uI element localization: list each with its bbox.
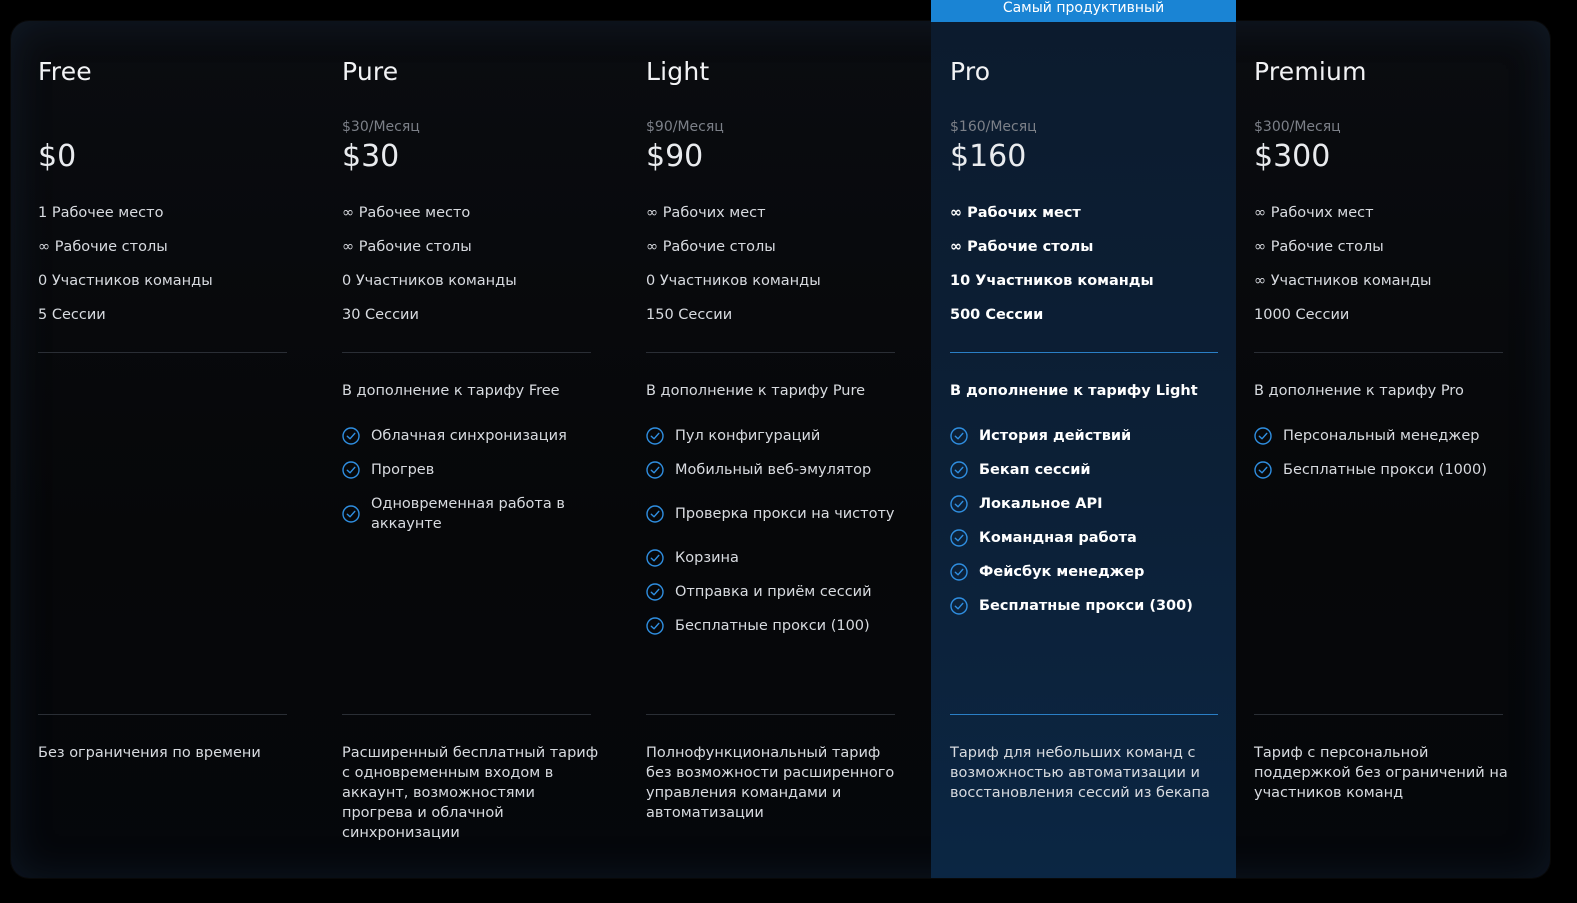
limit-item: 5 Сессии [38,307,106,323]
feature-item [950,521,1228,555]
plan-price: $160 [950,139,1027,174]
feature-label: Бесплатные прокси (100) [675,618,870,634]
plan-per-month: $90/Месяц [646,119,724,135]
feature-item [950,487,1228,521]
plan-name: Pro [950,57,991,86]
check-circle-icon [950,461,968,479]
plan-price: $30 [342,139,400,174]
check-circle-icon [342,461,360,479]
plan-limits [342,205,591,341]
limit-item: 0 Участников команды [646,273,821,289]
extras-title: В дополнение к тарифу Free [342,383,560,399]
limit-item: 1000 Сессии [1254,307,1350,323]
feature-item [950,589,1228,623]
limit-item: ∞ Рабочие столы [1254,239,1384,255]
feature-label: Пул конфигураций [675,428,821,444]
limit-item: 500 Сессии [950,307,1044,323]
plan-extras [646,419,909,643]
feature-item [1254,419,1517,453]
limit-item: ∞ Рабочих мест [950,205,1081,221]
plan-per-month: $160/Месяц [950,119,1037,135]
feature-label: Корзина [675,550,739,566]
plan-description: Расширенный бесплатный тариф с одновременным входом в аккаунт, возможностями прогрева и облачной синхронизации [342,745,599,841]
divider [646,714,895,715]
feature-label: Облачная синхронизация [371,428,567,444]
check-circle-icon [1254,427,1272,445]
extras-title: В дополнение к тарифу Light [950,383,1198,399]
feature-label: Проверка прокси на чистоту [675,506,895,522]
plan-price: $0 [38,139,77,174]
divider [950,352,1218,353]
plan-extras [1254,419,1517,487]
check-circle-icon [646,461,664,479]
limit-item: 10 Участников команды [950,273,1154,289]
limit-item: ∞ Рабочих мест [646,205,766,221]
plan-per-month: $30/Месяц [342,119,420,135]
feature-label: Бесплатные прокси (300) [979,598,1193,614]
limit-item: 30 Сессии [342,307,419,323]
divider [38,714,287,715]
limit-item: 0 Участников команды [342,273,517,289]
plan-limits [950,205,1218,341]
plan-extras [342,419,605,541]
plan-name: Pure [342,57,399,86]
limit-item: 0 Участников команды [38,273,213,289]
feature-item [646,487,909,541]
check-circle-icon [950,529,968,547]
check-circle-icon [950,495,968,513]
check-circle-icon [950,427,968,445]
feature-item [646,453,909,487]
feature-item [342,453,605,487]
plan-card-pro[interactable] [931,21,1236,878]
feature-label: Отправка и приём сессий [675,584,872,600]
divider [646,352,895,353]
check-circle-icon [646,505,664,523]
check-circle-icon [1254,461,1272,479]
plan-extras [950,419,1228,623]
extras-title: В дополнение к тарифу Pure [646,383,866,399]
limit-item: 150 Сессии [646,307,733,323]
limit-item: ∞ Рабочих мест [1254,205,1374,221]
feature-label: Фейсбук менеджер [979,564,1145,580]
plan-limits [646,205,895,341]
extras-title: В дополнение к тарифу Pro [1254,383,1464,399]
check-circle-icon [646,427,664,445]
divider [1254,352,1503,353]
plan-name: Light [646,57,710,86]
feature-item [950,555,1228,589]
feature-item [342,487,605,541]
plan-description: Тариф с персональной поддержкой без ограничений на участников команд [1254,745,1508,801]
plan-per-month: $300/Месяц [1254,119,1341,135]
limit-item: ∞ Участников команды [1254,273,1432,289]
most-productive-badge: Самый продуктивный [931,0,1236,22]
plan-price: $300 [1254,139,1331,174]
feature-label: Локальное API [979,496,1103,512]
check-circle-icon [646,617,664,635]
plan-name: Premium [1254,57,1367,86]
plan-limits [1254,205,1503,341]
limit-item: 1 Рабочее место [38,205,164,221]
feature-item [342,419,605,453]
limit-item: ∞ Рабочие столы [342,239,472,255]
divider [950,714,1218,715]
plan-description: Полнофункциональный тариф без возможности расширенного управления командами и автоматизации [646,745,895,821]
plan-card-pure[interactable] [315,21,619,878]
feature-label: Прогрев [371,462,435,478]
check-circle-icon [950,597,968,615]
feature-label: Одновременная работа в аккаунте [371,496,565,532]
limit-item: ∞ Рабочее место [342,205,471,221]
plan-card-premium[interactable] [1227,21,1531,878]
check-circle-icon [342,505,360,523]
check-circle-icon [342,427,360,445]
check-circle-icon [950,563,968,581]
feature-item [950,453,1228,487]
feature-item [646,575,909,609]
feature-label: Бекап сессий [979,462,1091,478]
feature-label: История действий [979,428,1132,444]
feature-item [646,609,909,643]
limit-item: ∞ Рабочие столы [38,239,168,255]
feature-item [950,419,1228,453]
feature-item [646,419,909,453]
feature-label: Командная работа [979,530,1137,546]
plan-description: Без ограничения по времени [38,745,261,761]
plan-price: $90 [646,139,704,174]
divider [342,714,591,715]
divider [342,352,591,353]
feature-item [646,541,909,575]
feature-label: Бесплатные прокси (1000) [1283,462,1487,478]
plan-card-light[interactable] [619,21,923,878]
divider [1254,714,1503,715]
feature-label: Персональный менеджер [1283,428,1480,444]
feature-item [1254,453,1517,487]
plan-description: Тариф для небольших команд с возможностью автоматизации и восстановления сессий из бекапа [950,745,1210,801]
divider [38,352,287,353]
plan-name: Free [38,57,92,86]
check-circle-icon [646,583,664,601]
plan-card-free[interactable] [11,21,315,878]
check-circle-icon [646,549,664,567]
plan-limits [38,205,287,341]
limit-item: ∞ Рабочие столы [646,239,776,255]
feature-label: Мобильный веб-эмулятор [675,462,872,478]
limit-item: ∞ Рабочие столы [950,239,1094,255]
